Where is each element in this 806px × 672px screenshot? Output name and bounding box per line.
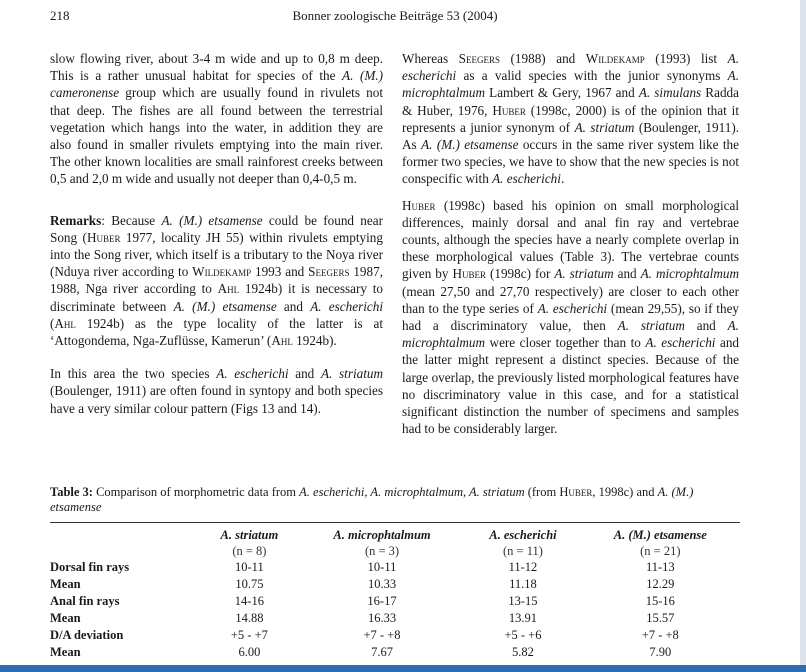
table-cell: 14.88	[235, 611, 264, 625]
table-row	[50, 576, 740, 593]
journal-title: Bonner zoologische Beiträge 53 (2004)	[292, 8, 498, 23]
table-row	[50, 644, 740, 661]
table-row	[50, 610, 740, 627]
sample-size: (n = 11)	[502, 544, 543, 558]
habitat-paragraph: slow flowing river, about 3-4 m wide and up to 0,8 m deep. This is a rather unusual habitat for species of the A. (M.) cameronense group which are usually found in rivulets not that deep. The fishes are all found between the terrestrial vegetation which hangs into the water, in addition they are also found in smaller rivulets emptying into the main river. The other known localities are small rainforest creeks between 0,5 and 2,0 m wide and usually not deeper than 0,4-0,5 m.	[50, 51, 384, 187]
row-label: D/A deviation	[50, 628, 124, 642]
table-cell: 6.00	[238, 645, 261, 659]
table-cell: 10.75	[235, 577, 264, 591]
sample-size: (n = 8)	[232, 544, 267, 558]
sample-size: (n = 21)	[640, 544, 681, 558]
table-row	[50, 593, 740, 610]
table-cell: 16.33	[367, 611, 397, 625]
remarks-paragraph: Remarks: Because A. (M.) etsamense could be found near Song (Huber 1977, locality JH 55) within rivulets emptying into the Song river, which itself is a tributary to the Noya river (Nduya river according to Wildekamp 1993 and Seegers 1987, 1988, Nga river according to Ahl 1924b) it is necessary to discriminate between A. (M.) etsamense and A. escherichi (Ahl 1924b) as the type locality of the latter is at ‘Attogondema, Nga-Zuflüsse, Kamerun’ (Ahl 1924b).	[50, 212, 384, 349]
table-cell: +7 - +8	[363, 628, 401, 642]
table-cell: 16-17	[367, 594, 397, 608]
table-cell: 11-13	[645, 560, 675, 574]
table-cell: 5.82	[512, 645, 534, 659]
species-header: A. (M.) etsamense	[613, 528, 707, 542]
table-cell: 7.67	[371, 645, 393, 659]
table-cell: 10.33	[367, 577, 397, 591]
syntopy-paragraph: In this area the two species A. escherichi and A. striatum (Boulenger, 1911) are often found in syntopy and both species have a very similar colour pattern (Figs 13 and 14).	[50, 366, 383, 416]
morphology-paragraph: Huber (1998c) based his opinion on small morphological differences, mainly dorsal and anal fin ray and vertebrae counts, although the species have a nearly complete overlap in these morphological values (Table 3). The vertebrae counts given by Huber (1998c) for A. striatum and A. microphtalmum (mean 27,50 and 27,70 respectively) are closer to each other than to the type series of A. escherichi (mean 29,55), so if they had a discriminatory value, then A. striatum and A. microphtalmum were closer together than to A. escherichi and the latter might represent a distinct species. Because of the large overlap, the previously listed morphological features have no discriminatory value in this case, and for a statistical significant distinction the number of specimens and samples had to be considerably larger.	[402, 197, 740, 437]
table-caption: Table 3: Comparison of morphometric data from A. escherichi, A. microphtalmum, A. striatum (from Huber, 1998c) and A. (M.) etsamense	[50, 485, 694, 514]
table-cell: 10-11	[235, 560, 264, 574]
table-cell: 11-12	[508, 560, 538, 574]
species-header: A. striatum	[220, 528, 279, 542]
table-cell: 11.18	[509, 577, 537, 591]
table-top-rule	[50, 522, 740, 523]
sample-size: (n = 3)	[364, 544, 400, 558]
table-cell: 12.29	[646, 577, 675, 591]
row-label: Dorsal fin rays	[50, 560, 130, 574]
table-cell: +7 - +8	[641, 628, 679, 642]
right-column	[402, 50, 739, 437]
table-cell: 13-15	[508, 594, 538, 608]
table-cell: 15.57	[646, 611, 675, 625]
species-header: A. escherichi	[489, 528, 557, 542]
viewer-scroll-edge	[800, 0, 806, 672]
species-header: A. microphtalmum	[333, 528, 431, 542]
row-label: Mean	[50, 577, 81, 591]
page-number: 218	[50, 8, 70, 23]
table-body	[50, 559, 740, 661]
table-cell: 7.90	[649, 645, 672, 659]
left-column	[50, 50, 383, 417]
table-cell: +5 - +7	[230, 628, 268, 642]
table-cell: 10-11	[367, 560, 397, 574]
table-cell: 13.91	[508, 611, 538, 625]
table-header-row	[50, 527, 740, 544]
viewer-bottom-bar	[0, 665, 806, 672]
row-label: Anal fin rays	[50, 594, 120, 608]
table-cell: +5 - +6	[504, 628, 542, 642]
sample-size-row	[50, 544, 740, 559]
row-label: Mean	[50, 645, 81, 659]
table-cell: 15-16	[645, 594, 675, 608]
table-row	[50, 559, 740, 576]
table-cell: 14-16	[234, 594, 264, 608]
table-row	[50, 627, 740, 644]
row-label: Mean	[50, 611, 81, 625]
stub-header	[50, 527, 200, 544]
synonymy-paragraph: Whereas Seegers (1988) and Wildekamp (1993) list A. escherichi as a valid species with the junior synonyms A. microphtalmum Lambert & Gery, 1967 and A. simulans Radda & Huber, 1976, Huber (1998c, 2000) is of the opinion that it represents a junior synonym of A. striatum (Boulenger, 1911). As A. (M.) etsamense occurs in the same river system like the former two species, we have to show that the new species is not conspecific with A. escherichi.	[402, 51, 740, 187]
morphometric-table	[50, 527, 740, 661]
running-header	[50, 8, 740, 26]
